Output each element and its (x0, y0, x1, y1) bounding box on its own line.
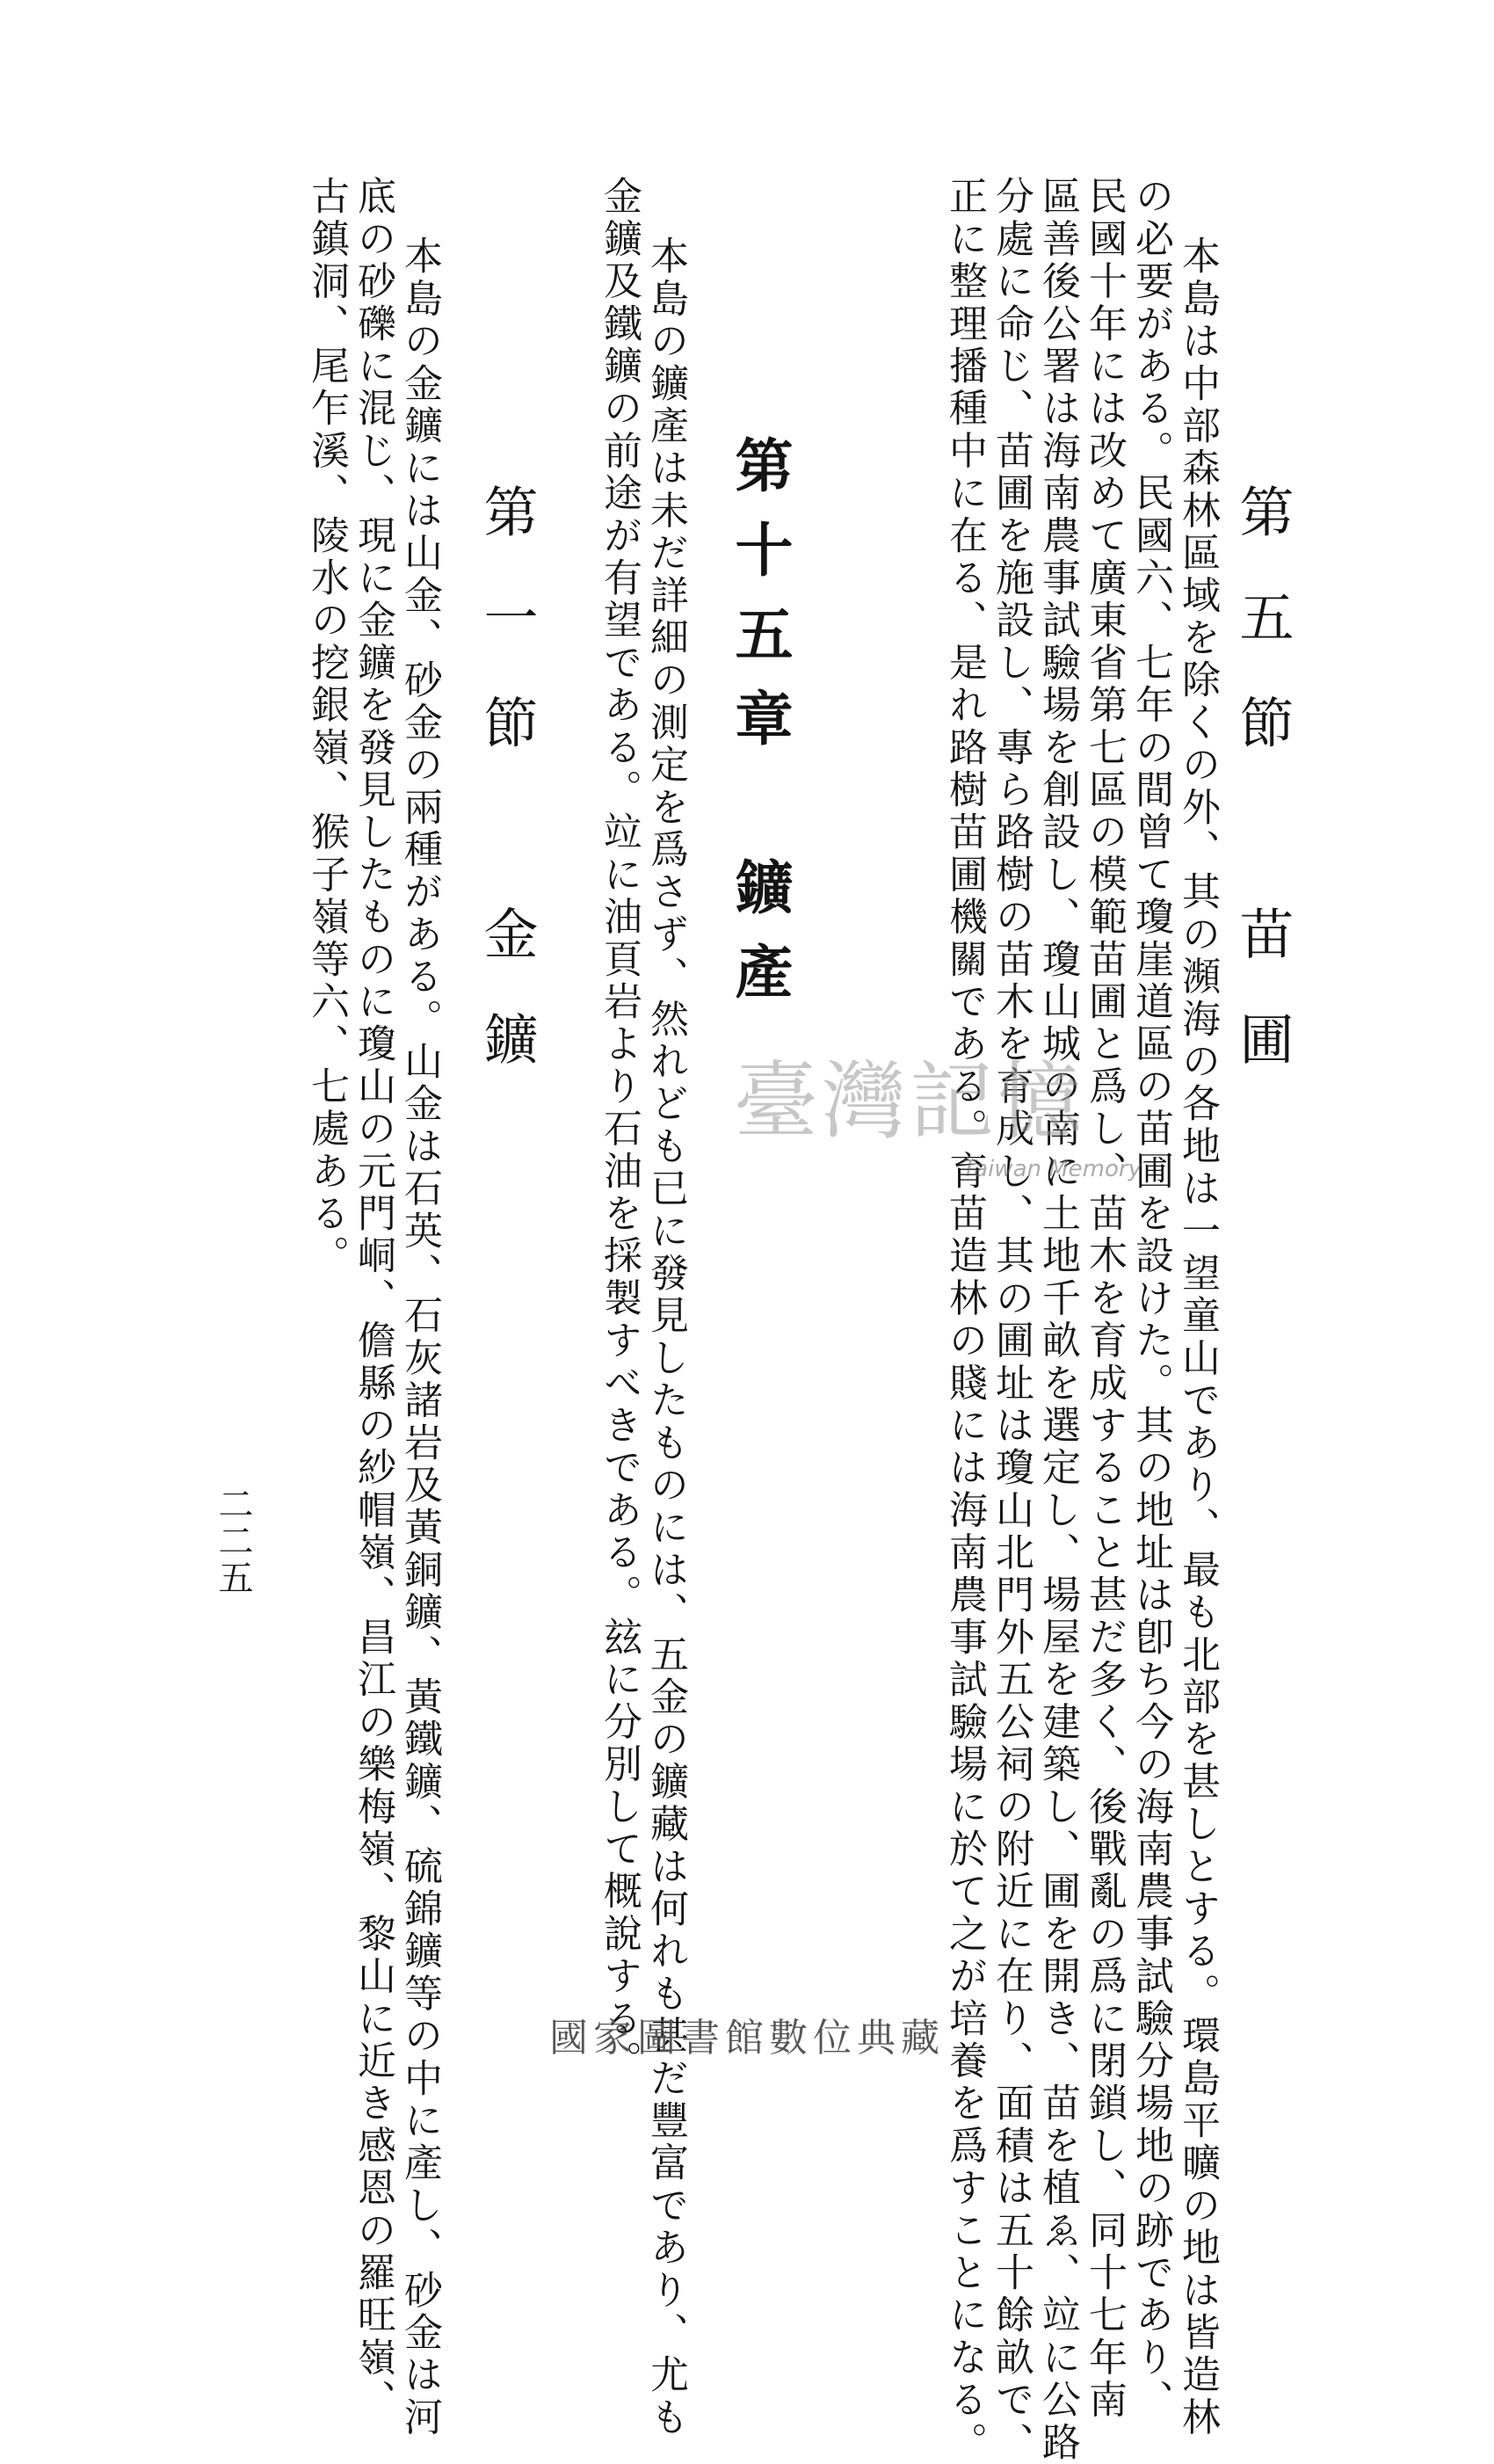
taiwan-memory-watermark (734, 1052, 1142, 1182)
section-1-title: 第一節 金鑛 (475, 483, 539, 1116)
watermark-chinese: 臺灣記憶 (734, 1052, 1085, 1151)
chapter-15-title: 第十五章 鑛產 (725, 435, 793, 1026)
page-number: 二二五 (213, 1486, 253, 1596)
section-1-line-1: 本島の金鑛には山金、砂金の兩種がある。山金は石英、石灰諸岩及黃銅鑛、黃鐵鑛、硫錦鑛等の中に產し、砂金は河 (397, 236, 442, 2439)
library-footer: 國家圖書館數位典藏 (549, 2016, 945, 2061)
section-5-line-4: 區善後公署は海南農事試驗場を創設し、瓊山城の南に土地千畝を選定し、場屋を建築し、圃を開き、苗を植ゑ、竝に公路 (1035, 176, 1080, 2464)
section-5-title: 第五節 苗圃 (1230, 483, 1295, 1116)
chapter-15-line-1: 本島の鑛產は未だ詳細の測定を爲さず、然れども已に發見したものには、五金の鑛藏は何れも甚だ豐富であり、尤も (643, 236, 688, 2439)
chapter-15-line-2: 金鑛及鐵鑛の前途が有望である。竝に油頁岩より石油を採製すべきである。玆に分別して概說する。 (597, 176, 642, 2082)
section-1-line-3: 古鎮洞、尾乍溪、陵水の挖銀嶺、猴子嶺等六、七處ある。 (304, 176, 349, 1278)
section-5-line-3: 民國十年には改めて廣東省第七區の模範苗圃と爲し、苗木を育成すること甚だ多く、後戰亂の爲に閉鎖し、同十七年南 (1082, 176, 1127, 2422)
section-5-line-1: 本島は中部森林區域を除くの外、其の瀕海の各地は一望童山であり、最も北部を甚しとする。環島平曠の地は皆造林 (1175, 236, 1220, 2439)
section-1-line-2: 底の砂礫に混じ、現に金鑛を發見したものに瓊山の元門峒、儋縣の紗帽嶺、昌江の樂梅嶺、黎山に近き感恩の羅旺嶺、 (351, 176, 395, 2422)
section-5-line-2: の必要がある。民國六、七年の間曾て瓊崖道區の苗圃を設けた。其の地址は卽ち今の海南農事試驗分場地の跡であり、 (1128, 176, 1173, 2422)
section-5-line-6: 正に整理播種中に在る、是れ路樹苗圃機關である。育苗造林の賤には海南農事試驗場に於て之が培養を爲すことになる。 (942, 176, 987, 2464)
watermark-english: Taiwan Memory (962, 1156, 1142, 1182)
section-5-line-5: 分處に命じ、苗圃を施設し、專ら路樹の苗木を育成し、其の圃址は瓊山北門外五公祠の附近に在り、面積は五十餘畝で、 (989, 176, 1033, 2464)
